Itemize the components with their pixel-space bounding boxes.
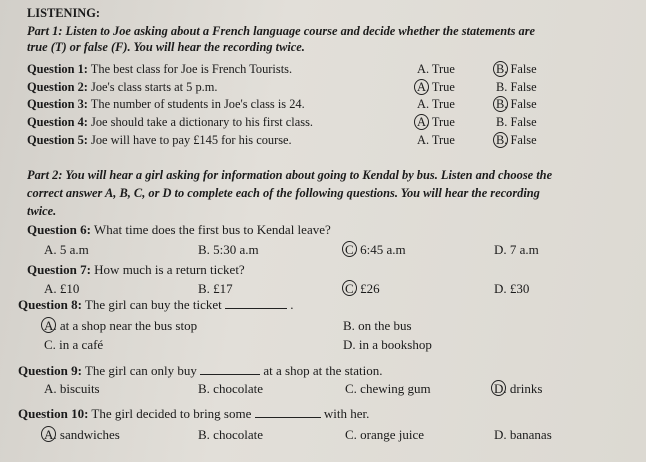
part2-q6-option-d-letter: D xyxy=(494,242,504,257)
part1-q3-option-b-text: . False xyxy=(504,97,537,111)
part2-question-8 xyxy=(18,297,294,312)
part2-q9-option-d-letter: D xyxy=(494,381,504,396)
question-text-after: . xyxy=(287,297,294,312)
part2-q8-option-a-text: . at a shop near the bus stop xyxy=(53,318,198,333)
part2-q9-option-a[interactable] xyxy=(44,381,100,396)
part2-q9-option-d[interactable] xyxy=(494,381,542,396)
question-label: Question 5: xyxy=(27,133,88,147)
part2-q7-option-d-text: . £30 xyxy=(503,281,530,296)
part2-q8-option-c-text: . in a café xyxy=(52,337,104,352)
part2-q6-option-d[interactable] xyxy=(494,242,539,257)
part1-q5-option-a[interactable] xyxy=(417,133,455,148)
part2-q9-option-c-text: . chewing gum xyxy=(353,381,431,396)
part2-q10-option-d[interactable] xyxy=(494,427,552,442)
part2-q7-option-b-letter: B xyxy=(198,281,207,296)
part2-instruction-line3: twice. xyxy=(27,204,57,218)
part2-q10-option-b-letter: B xyxy=(198,427,207,442)
part2-q9-option-b-text: . chocolate xyxy=(206,381,263,396)
part1-q4-option-a-text: . True xyxy=(425,115,455,129)
part1-instruction-line1: Part 1: Listen to Joe asking about a French language course and decide whether the statements are xyxy=(27,24,536,38)
part2-q9-option-a-letter: A xyxy=(44,381,54,396)
part1-q4-option-b-text: . False xyxy=(504,115,537,129)
part1-q3-option-a[interactable] xyxy=(417,97,455,112)
part1-q2-option-a-letter: A xyxy=(417,80,426,94)
part1-q4-option-b-letter: B xyxy=(496,115,505,129)
question-text: Joe should take a dictionary to his first class. xyxy=(87,115,313,129)
part2-q6-option-c-letter: C xyxy=(345,242,354,257)
question-text: The girl decided to bring some xyxy=(88,406,255,421)
part2-q8-option-d[interactable] xyxy=(343,337,432,352)
part1-q5-option-b[interactable] xyxy=(496,133,537,148)
part2-q7-option-d-letter: D xyxy=(494,281,504,296)
part2-q8-option-a[interactable] xyxy=(44,318,197,333)
part1-instruction-line2: true (T) or false (F). You will hear the recording twice. xyxy=(27,40,305,54)
part2-q7-option-b[interactable] xyxy=(198,281,233,296)
answer-blank xyxy=(225,308,287,309)
part1-q4-option-a-letter: A xyxy=(417,115,426,129)
part2-q7-option-c[interactable] xyxy=(345,281,380,296)
question-label: Question 8: xyxy=(18,297,82,312)
part1-q4-option-b[interactable] xyxy=(496,115,537,130)
part2-q7-option-c-letter: C xyxy=(345,281,354,296)
part1-question-2 xyxy=(27,80,218,95)
part2-q6-option-b[interactable] xyxy=(198,242,259,257)
part2-q6-option-d-text: . 7 a.m xyxy=(503,242,539,257)
part2-q10-option-c-text: . orange juice xyxy=(353,427,425,442)
part1-q2-option-b[interactable] xyxy=(496,80,537,95)
part2-q6-option-c-text: . 6:45 a.m xyxy=(353,242,406,257)
part2-q7-option-a-text: . £10 xyxy=(53,281,80,296)
part2-q10-option-a-letter: A xyxy=(44,427,54,442)
part2-q8-option-d-letter: D xyxy=(343,337,353,352)
part1-question-1 xyxy=(27,62,292,77)
part2-q10-option-d-letter: D xyxy=(494,427,504,442)
answer-blank xyxy=(255,417,321,418)
part1-question-4 xyxy=(27,115,313,130)
part2-q6-option-a[interactable] xyxy=(44,242,89,257)
part2-question-10 xyxy=(18,406,369,421)
part2-q10-option-c-letter: C xyxy=(345,427,354,442)
part2-question-7 xyxy=(27,262,245,277)
question-text: Joe's class starts at 5 p.m. xyxy=(87,80,218,94)
part1-q2-option-a[interactable] xyxy=(417,80,455,95)
part1-q5-option-b-text: . False xyxy=(504,133,537,147)
question-text: How much is a return ticket? xyxy=(90,262,245,277)
part2-question-9 xyxy=(18,363,383,378)
part1-question-3 xyxy=(27,97,305,112)
question-text: The girl can buy the ticket xyxy=(81,297,225,312)
part2-q6-option-a-letter: A xyxy=(44,242,54,257)
part1-q2-option-b-text: . False xyxy=(504,80,537,94)
part1-q5-option-b-letter: B xyxy=(496,133,505,147)
question-label: Question 3: xyxy=(27,97,88,111)
part1-q1-option-b-letter: B xyxy=(496,62,505,76)
part2-q9-option-b-letter: B xyxy=(198,381,207,396)
answer-blank xyxy=(200,374,260,375)
question-text: The number of students in Joe's class is 24. xyxy=(87,97,305,111)
part2-q8-option-b-text: . on the bus xyxy=(351,318,412,333)
part2-question-6 xyxy=(27,222,331,237)
part2-q10-option-a-text: . sandwiches xyxy=(53,427,120,442)
part1-q1-option-a-text: . True xyxy=(425,62,455,76)
question-text-after: with her. xyxy=(320,406,370,421)
part1-q3-option-b-letter: B xyxy=(496,97,505,111)
part1-q5-option-a-letter: A xyxy=(417,133,426,147)
part2-q6-option-b-text: . 5:30 a.m xyxy=(206,242,259,257)
part2-q7-option-d[interactable] xyxy=(494,281,529,296)
part1-q2-option-a-text: . True xyxy=(425,80,455,94)
part2-q10-option-b-text: . chocolate xyxy=(206,427,263,442)
part2-q7-option-c-text: . £26 xyxy=(353,281,380,296)
part2-q6-option-a-text: . 5 a.m xyxy=(53,242,89,257)
part2-q8-option-c-letter: C xyxy=(44,337,53,352)
part2-instruction-line2: correct answer A, B, C, or D to complete each of the following questions. You will hear the recording xyxy=(27,186,540,200)
section-heading: LISTENING: xyxy=(27,6,100,20)
question-label: Question 7: xyxy=(27,262,91,277)
part2-q7-option-b-text: . £17 xyxy=(206,281,233,296)
question-label: Question 4: xyxy=(27,115,88,129)
part1-q2-option-b-letter: B xyxy=(496,80,505,94)
question-label: Question 2: xyxy=(27,80,88,94)
part1-q1-option-a-letter: A xyxy=(417,62,426,76)
question-label: Question 9: xyxy=(18,363,82,378)
part2-q8-option-b-letter: B xyxy=(343,318,352,333)
part2-q8-option-d-text: . in a bookshop xyxy=(352,337,432,352)
question-label: Question 1: xyxy=(27,62,88,76)
part2-q6-option-b-letter: B xyxy=(198,242,207,257)
question-text: Joe will have to pay £145 for his course. xyxy=(87,133,292,147)
part2-q9-option-b[interactable] xyxy=(198,381,263,396)
part2-q7-option-a[interactable] xyxy=(44,281,79,296)
part1-q5-option-a-text: . True xyxy=(425,133,455,147)
part2-q9-option-a-text: . biscuits xyxy=(53,381,100,396)
part2-q8-option-a-letter: A xyxy=(44,318,54,333)
question-text: The girl can only buy xyxy=(81,363,201,378)
part1-q3-option-a-letter: A xyxy=(417,97,426,111)
part2-q7-option-a-letter: A xyxy=(44,281,54,296)
part2-q10-option-b[interactable] xyxy=(198,427,263,442)
part2-q10-option-d-text: . bananas xyxy=(503,427,552,442)
part2-q6-option-c[interactable] xyxy=(345,242,406,257)
question-label: Question 10: xyxy=(18,406,89,421)
part2-q10-option-c[interactable] xyxy=(345,427,424,442)
question-text: The best class for Joe is French Tourists. xyxy=(87,62,293,76)
part1-q1-option-b-text: . False xyxy=(504,62,537,76)
question-text-after: at a shop at the station. xyxy=(260,363,383,378)
question-label: Question 6: xyxy=(27,222,91,237)
part2-q8-option-c[interactable] xyxy=(44,337,103,352)
part1-q3-option-a-text: . True xyxy=(425,97,455,111)
part1-question-5 xyxy=(27,133,292,148)
part2-q9-option-d-text: . drinks xyxy=(503,381,543,396)
part2-q9-option-c-letter: C xyxy=(345,381,354,396)
part1-q1-option-b[interactable] xyxy=(496,62,537,77)
part1-q1-option-a[interactable] xyxy=(417,62,455,77)
part1-q4-option-a[interactable] xyxy=(417,115,455,130)
part2-q9-option-c[interactable] xyxy=(345,381,431,396)
part2-q10-option-a[interactable] xyxy=(44,427,120,442)
part2-instruction-line1: Part 2: You will hear a girl asking for information about going to Kendal by bus. Listen and choose the xyxy=(27,168,553,182)
question-text: What time does the first bus to Kendal leave? xyxy=(90,222,331,237)
part2-q8-option-b[interactable] xyxy=(343,318,412,333)
part1-q3-option-b[interactable] xyxy=(496,97,537,112)
